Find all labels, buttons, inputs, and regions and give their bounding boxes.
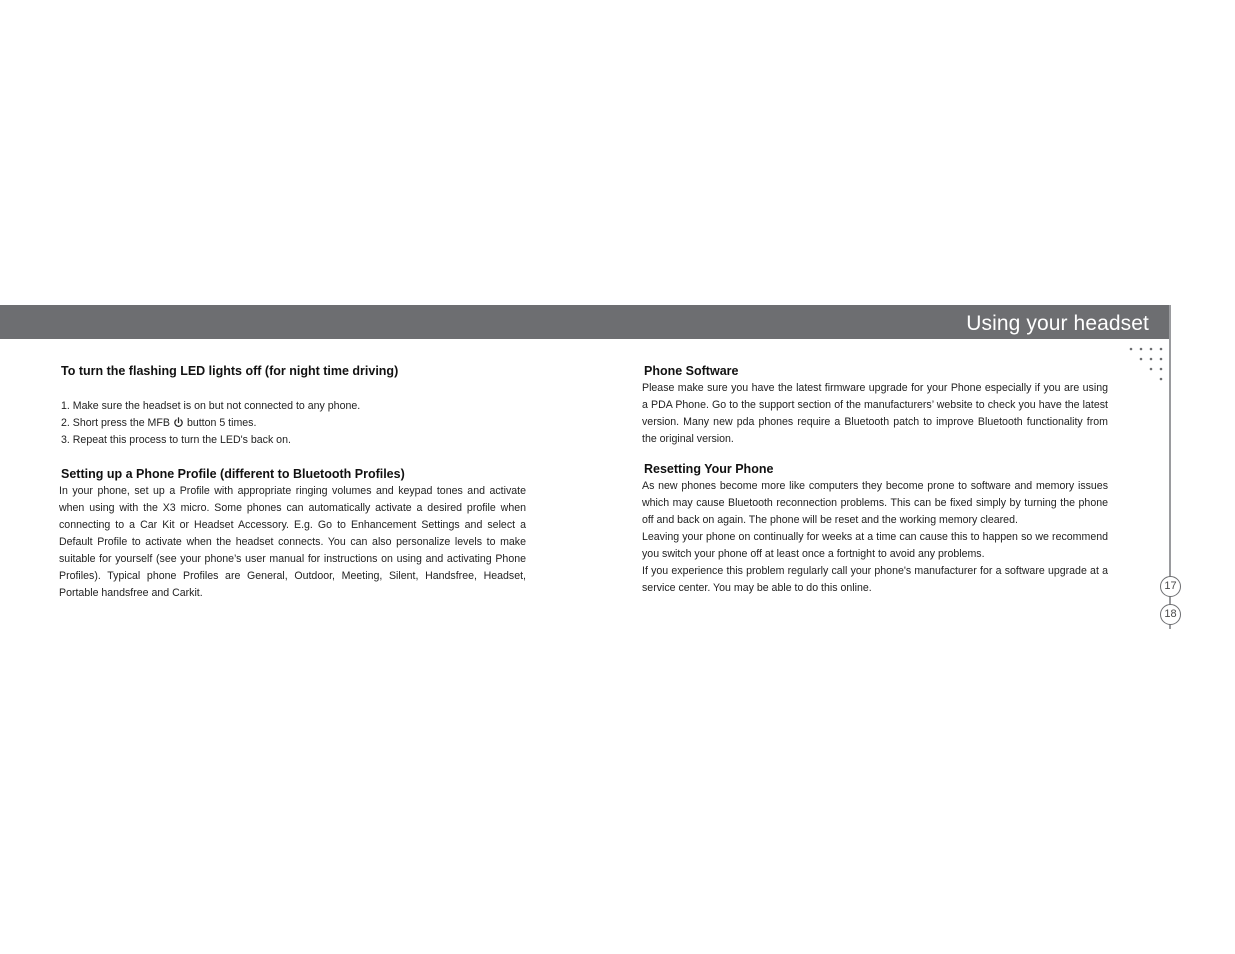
right-column [642, 363, 1108, 597]
reset-paragraph-2: Leaving your phone on continually for weeks at a time can cause this to happen so we recommend you switch your phone off at least once a fortnight to avoid any problems. [642, 531, 1108, 560]
led-heading: To turn the flashing LED lights off (for night time driving) [61, 364, 399, 378]
software-body: Please make sure you have the latest firmware upgrade for your Phone especially if you are using a PDA Phone. Go to the support section of the manufacturers’ website to check you have the latest version. Many new pda phones require a Bluetooth patch to improve Bluetooth functionality from the original version. [642, 382, 1108, 445]
profile-body: In your phone, set up a Profile with appropriate ringing volumes and keypad tones and activate when using with the X3 micro. Some phones can automatically activate a desired profile when connecting to a Car Kit or Headset Accessory. E.g. Go to Enhancement Settings and select a Default Profile to activate when the headset connects. You can also personalize levels to make suitable for yourself (see your phone’s user manual for instructions on using and activating Phone Profiles). Typical phone Profiles are General, Outdoor, Meeting, Silent, Handsfree, Headset, Portable handsfree and Carkit. [59, 485, 526, 599]
left-column [59, 363, 526, 602]
page-number-17: 17 [1160, 576, 1181, 597]
profile-heading: Setting up a Phone Profile (different to Bluetooth Profiles) [61, 467, 405, 481]
reset-paragraph-1: As new phones become more like computers they become prone to software and memory issues which may cause Bluetooth reconnection problems. This can be fixed simply by turning the phone off and back on again. The phone will be reset and the working memory cleared. [642, 480, 1108, 526]
list-item [61, 415, 526, 432]
reset-paragraph-3: If you experience this problem regularly call your phone's manufacturer for a software upgrade at a service center. You may be able to do this online. [642, 565, 1108, 594]
page-title: Using your headset [966, 312, 1149, 335]
step-text-after: button 5 times. [186, 417, 257, 429]
step-text-before: 2. Short press the MFB [61, 417, 170, 429]
power-icon [173, 417, 184, 428]
header-bar [0, 305, 1171, 339]
decorative-dots-icon [1126, 345, 1168, 385]
list-item: 3. Repeat this process to turn the LED's back on. [61, 434, 291, 446]
led-steps [59, 398, 526, 449]
software-heading: Phone Software [644, 364, 739, 378]
list-item: 1. Make sure the headset is on but not connected to any phone. [61, 400, 361, 412]
page-number-18: 18 [1160, 604, 1181, 625]
reset-heading: Resetting Your Phone [644, 462, 774, 476]
